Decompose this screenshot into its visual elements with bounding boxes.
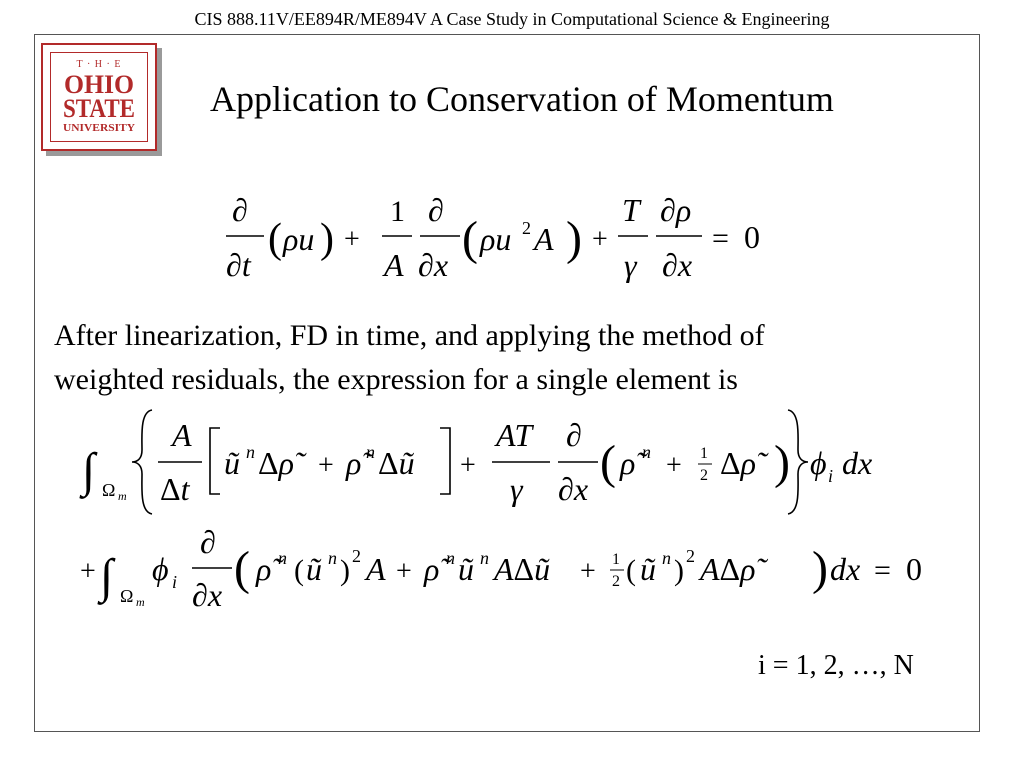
logo-line-university: UNIVERSITY — [63, 122, 136, 134]
svg-text:γ: γ — [510, 471, 523, 507]
svg-text:γ: γ — [624, 247, 637, 283]
svg-text:): ) — [320, 216, 334, 262]
svg-text:∂x: ∂x — [662, 247, 693, 283]
svg-text:ϕ: ϕ — [810, 445, 827, 481]
svg-text:Δρ̃: Δρ̃ — [720, 445, 756, 481]
svg-text:∂ρ: ∂ρ — [660, 192, 692, 228]
svg-text:n: n — [278, 548, 287, 568]
svg-text:A: A — [384, 247, 404, 283]
integral-sign: ∫ — [100, 550, 114, 603]
svg-text:+: + — [666, 450, 682, 481]
svg-text:2: 2 — [612, 573, 620, 590]
svg-text:ũ: ũ — [458, 551, 474, 587]
svg-text:): ) — [774, 436, 790, 489]
svg-text:dx: dx — [830, 551, 861, 587]
svg-text:): ) — [674, 554, 684, 587]
svg-text:+: + — [460, 450, 476, 481]
svg-text:i: i — [172, 572, 178, 592]
svg-text:(: ( — [626, 554, 636, 587]
svg-text:Δũ: Δũ — [378, 445, 415, 481]
svg-text:ρ̃: ρ̃ — [256, 551, 272, 587]
svg-text:(: ( — [294, 554, 304, 587]
eq1-plus-2: + — [592, 224, 608, 255]
svg-text:2: 2 — [700, 467, 708, 484]
svg-text:A: A — [534, 221, 554, 257]
svg-text:∂: ∂ — [200, 524, 216, 560]
svg-text:ρ̃: ρ̃ — [424, 551, 440, 587]
svg-text:A: A — [172, 417, 192, 453]
svg-text:dx: dx — [842, 445, 873, 481]
svg-text:ρu: ρu — [480, 221, 512, 257]
paragraph-line: After linearization, FD in time, and applying the method of — [54, 319, 765, 352]
svg-text:AΔũ: AΔũ — [494, 551, 551, 587]
svg-text:): ) — [812, 542, 828, 595]
eq1-plus-1: + — [344, 224, 360, 255]
svg-text:ϕ: ϕ — [152, 551, 169, 587]
svg-text:n: n — [328, 548, 337, 568]
svg-text:(: ( — [234, 542, 250, 595]
svg-text:n: n — [366, 442, 375, 462]
svg-text:∂: ∂ — [232, 192, 248, 228]
svg-text:+: + — [396, 556, 412, 587]
svg-text:m: m — [118, 489, 127, 503]
svg-text:∂x: ∂x — [418, 247, 449, 283]
svg-text:Δt: Δt — [160, 471, 190, 507]
course-header: CIS 888.11V/EE894R/ME894V A Case Study in Computational Science & Engineering — [194, 9, 830, 29]
svg-text:n: n — [662, 548, 671, 568]
svg-text:n: n — [642, 442, 651, 462]
svg-text:2: 2 — [686, 546, 695, 566]
eq1-equals: = — [712, 222, 729, 255]
svg-text:1: 1 — [390, 195, 405, 228]
svg-text:Δρ̃: Δρ̃ — [258, 445, 294, 481]
svg-text:n: n — [480, 548, 489, 568]
svg-text:ρu: ρu — [283, 221, 315, 257]
svg-text:+: + — [580, 556, 596, 587]
svg-text:(: ( — [462, 212, 478, 265]
svg-text:∂t: ∂t — [226, 247, 251, 283]
svg-text:AT: AT — [496, 417, 533, 453]
svg-text:ũ: ũ — [224, 445, 240, 481]
eq1-zero: 0 — [744, 219, 760, 255]
svg-text:+: + — [318, 450, 334, 481]
svg-text:0: 0 — [906, 551, 922, 587]
svg-text:i: i — [828, 466, 834, 486]
svg-text:n: n — [446, 548, 455, 568]
svg-text:∂: ∂ — [428, 192, 444, 228]
svg-text:1: 1 — [612, 551, 620, 568]
svg-text:Ω: Ω — [120, 586, 134, 606]
logo-line-ohio: OHIO — [64, 70, 134, 99]
svg-text:∂x: ∂x — [558, 471, 589, 507]
integral-sign: ∫ — [82, 444, 96, 497]
svg-text:∂x: ∂x — [192, 577, 223, 613]
svg-text:Ω: Ω — [102, 480, 116, 500]
svg-text:ũ: ũ — [640, 551, 656, 587]
svg-text:1: 1 — [700, 445, 708, 462]
svg-text:2: 2 — [352, 546, 361, 566]
svg-text:AΔρ̃: AΔρ̃ — [700, 551, 756, 587]
svg-text:T: T — [622, 192, 640, 228]
svg-text:n: n — [246, 442, 255, 462]
logo-line-the: T · H · E — [76, 59, 122, 70]
slide-title: Application to Conservation of Momentum — [210, 79, 834, 119]
svg-text:): ) — [340, 554, 350, 587]
svg-text:(: ( — [600, 436, 616, 489]
svg-text:∂: ∂ — [566, 417, 582, 453]
svg-text:m: m — [136, 595, 145, 609]
logo-line-state: STATE — [63, 94, 135, 123]
svg-text:=: = — [874, 554, 891, 587]
svg-text:2: 2 — [522, 218, 531, 238]
svg-text:+: + — [80, 556, 96, 587]
svg-text:): ) — [566, 212, 582, 265]
svg-text:ρ̃: ρ̃ — [620, 445, 636, 481]
paragraph-line: weighted residuals, the expression for a single element is — [54, 363, 738, 396]
index-range-text: i = 1, 2, …, N — [758, 650, 914, 681]
svg-text:(: ( — [268, 216, 282, 262]
svg-text:ρ̃: ρ̃ — [346, 445, 362, 481]
svg-text:ũ: ũ — [306, 551, 322, 587]
svg-text:A: A — [366, 551, 386, 587]
